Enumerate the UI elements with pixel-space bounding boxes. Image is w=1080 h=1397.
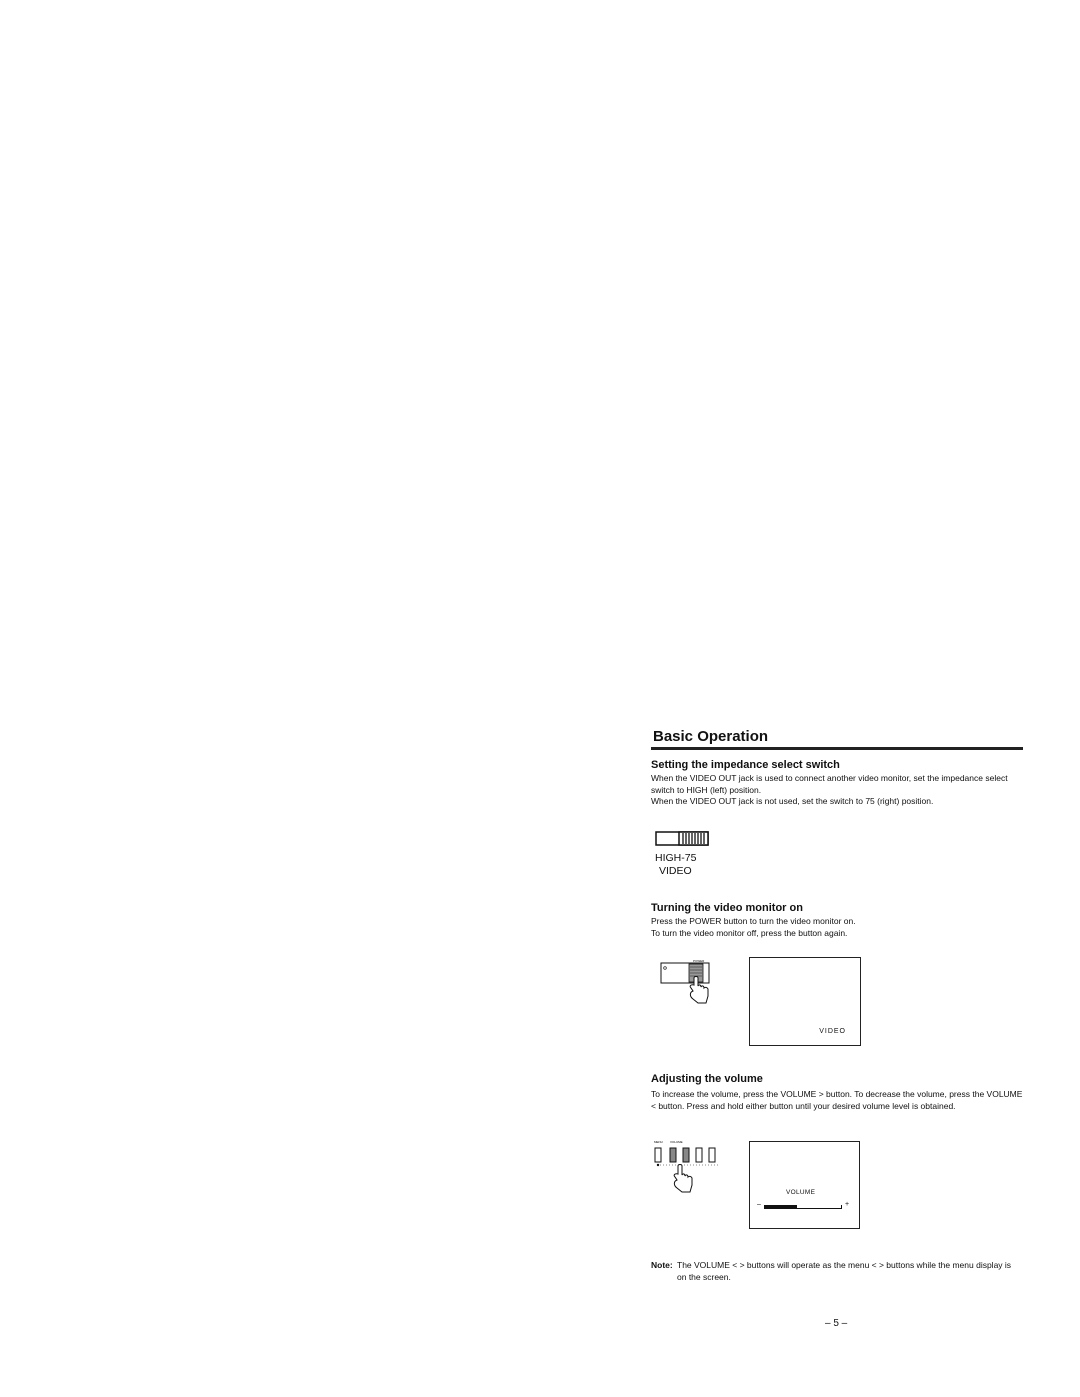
- impedance-text: [651, 773, 1021, 808]
- volume-heading: Adjusting the volume: [651, 1073, 763, 1085]
- impedance-paragraph-2: When the VIDEO OUT jack is not used, set the switch to 75 (right) position.: [651, 796, 934, 806]
- volume-button-label: VOLUME: [670, 1140, 683, 1144]
- impedance-paragraph-1: When the VIDEO OUT jack is used to connect another video monitor, set the impedance select switch to HIGH (left) position.: [651, 773, 1008, 795]
- volume-paragraph: To increase the volume, press the VOLUME > button. To decrease the volume, press the VOLUME < button. Press and hold either button until your desired volume level is obtained.: [651, 1089, 1023, 1111]
- title-rule: [651, 747, 1023, 750]
- power-paragraph-1: Press the POWER button to turn the video monitor on.: [651, 916, 856, 926]
- section-title: Basic Operation: [653, 728, 769, 745]
- volume-screen-display: [749, 1141, 860, 1229]
- power-button-illustration: [660, 958, 720, 1028]
- page-number: – 5 –: [825, 1318, 848, 1329]
- screen-volume-label: VOLUME: [786, 1189, 816, 1196]
- menu-button-label: MENU: [654, 1140, 663, 1144]
- impedance-heading: Setting the impedance select switch: [651, 759, 840, 771]
- volume-bar-fill: [764, 1205, 797, 1209]
- switch-label-video: VIDEO: [659, 865, 692, 877]
- video-screen-display: [749, 957, 861, 1046]
- note-label: Note:: [651, 1260, 673, 1270]
- volume-buttons-illustration: [652, 1138, 727, 1200]
- impedance-switch-icon: [655, 831, 715, 851]
- volume-level-bar: [757, 1201, 853, 1211]
- power-button-label: POWER: [693, 959, 705, 963]
- volume-minus-sign: –: [757, 1201, 761, 1208]
- volume-plus-sign: +: [845, 1201, 850, 1208]
- power-text: [651, 916, 951, 939]
- note-text: The VOLUME < > buttons will operate as the menu < > buttons while the menu display is on the screen.: [677, 1260, 1012, 1282]
- power-paragraph-2: To turn the video monitor off, press the button again.: [651, 927, 848, 938]
- power-heading: Turning the video monitor on: [651, 902, 803, 914]
- screen-video-text: VIDEO: [819, 1028, 846, 1035]
- switch-label-high-75: HIGH-75: [655, 852, 697, 864]
